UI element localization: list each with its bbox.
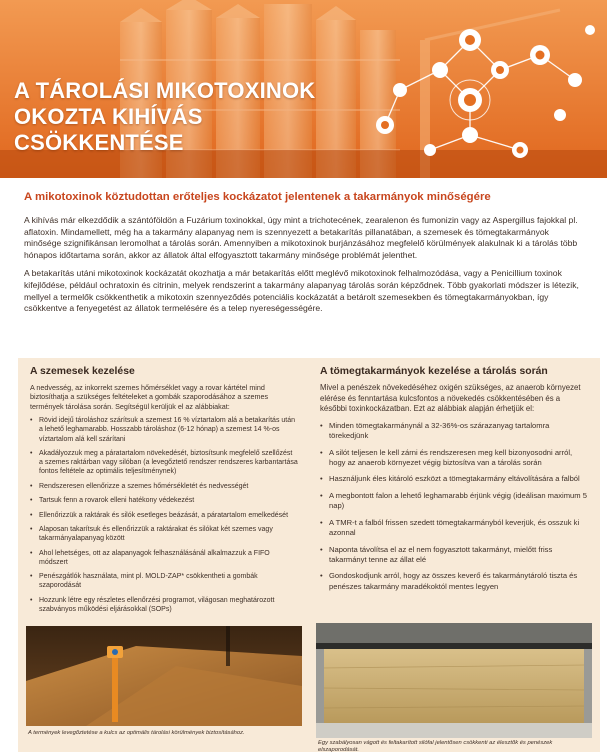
grain-pile-illustration	[26, 626, 302, 726]
grain-handling-intro: A nedvesség, az inkorrekt szemes hőmérséklet vagy a rovar kártétel mind biztosíthatja a szükséges feltételeket a gombák szaporodásához a szemes termények tárolása során. Segítségül kerüljük el az alábbiakat:	[30, 383, 269, 411]
silage-photo-caption: Egy szabályosan vágott és feltakarított silófal jelentősen csökkenti az élesztők és penészek elszaporodását.	[318, 740, 553, 754]
grain-handling-panel	[18, 358, 310, 752]
forage-handling-list	[320, 421, 588, 592]
bullet-icon: •	[30, 497, 33, 505]
list-item: • Tartsuk fenn a rovarok elleni hatékony védekezést	[30, 497, 195, 505]
list-item: • Hozzunk létre egy részletes ellenőrzési programot, világosan meghatározott szabványos működési eljárásokkal (SOPs)	[30, 596, 275, 613]
grain-photo-caption: A termények levegőztetése a kulcs az optimális tárolási körülmények biztosításához.	[28, 730, 245, 736]
forage-handling-intro: Mivel a penészek növekedéséhez oxigén szükséges, az anaerob környezet elérése és fenntartása kulcsfontos a növekedés csökkentésében és a későbbi toxinkockázatban. Ezt az alábbiak alapján érhetjük el:	[320, 383, 581, 414]
intro-paragraph-1: A kihívás már elkezdődik a szántóföldön a Fuzárium toxinokkal, úgy mint a trichotecének, zearalenon és fumonizin vagy az Aspergillus fajokkal pl. aflatoxin. Mindamellett, még ha a takarmány alapanyag nem is szennyezett a betakarítás pillanatában, a szemesek és tömegtakarmányok minősége szignifikánsan leromolhat a tárolás során. Amennyiben a mikotoxinok burjánzásához megfelelő körülmények alakulnak ki a tárolás több hónapos időtartama során, akkor az állatok által elfogyasztott takarmány minősége problémát jelenthet.	[24, 215, 578, 260]
list-item: • Naponta távolítsa el az el nem fogyasztott takarmányt, mielőtt friss takarmányt tenne az állat elé	[320, 544, 553, 564]
list-item: • Gondoskodjunk arról, hogy az összes keverő és takarmánytároló tiszta és penészes takarmány maradékoktól mentes legyen	[320, 571, 578, 591]
list-item: • Minden tömegtakarmánynál a 32-36%-os szárazanyag tartalomra törekedjünk	[320, 420, 550, 440]
list-item: • Akadályozzuk meg a páratartalom növekedését, biztosítsunk megfelelő szellőzést a szemes raktárban vagy silóban (a levegőztető rendszer rendszeres karbantartása fontos feltétele az optimális teljesítménynek)	[30, 450, 298, 476]
silage-wall-illustration	[316, 623, 592, 738]
page-title	[14, 78, 354, 156]
bullet-icon: •	[30, 482, 33, 490]
bullet-icon: •	[320, 474, 323, 484]
list-item: • Penészgátlók használata, mint pl. MOLD-ZAP* csökkentheti a gombák szaporodását	[30, 573, 258, 590]
bullet-icon: •	[30, 525, 33, 533]
section-subtitle: A mikotoxinok köztudottan erőteljes kockázatot jelentenek a takarmányok minőségére	[24, 191, 491, 203]
list-item: • Ellenőrizzük a raktárak és silók esetleges beázását, a páratartalom emelkedését	[30, 511, 289, 519]
list-item: • Ahol lehetséges, ott az alapanyagok felhasználásánál alkalmazzuk a FIFO módszert	[30, 549, 270, 566]
grain-aeration-photo	[26, 626, 302, 726]
title-line-2: OKOZTA KIHÍVÁS CSÖKKENTÉSE	[14, 104, 203, 155]
list-item: • A megbontott falon a lehető leghamarabb érjünk végig (ideálisan maximum 5 nap)	[320, 490, 587, 511]
forage-handling-heading: A tömegtakarmányok kezelése a tárolás során	[320, 366, 548, 377]
list-item: • Rendszeresen ellenőrizze a szemes hőmérsékletét és nedvességét	[30, 482, 249, 490]
bullet-icon: •	[320, 447, 323, 457]
bullet-icon: •	[30, 511, 33, 519]
bullet-icon: •	[320, 571, 323, 581]
grain-handling-list	[30, 416, 298, 614]
list-item: • A silót teljesen le kell zárni és rendszeresen meg kell bizonyosodni arról, hogy az anaerob környezet végig biztosítva van a tárolás során	[320, 447, 573, 467]
bullet-icon: •	[30, 596, 33, 604]
bullet-icon: •	[320, 420, 323, 430]
intro-section	[24, 190, 584, 322]
hero-banner	[0, 0, 607, 178]
silage-wall-photo	[316, 623, 592, 738]
bullet-icon: •	[320, 490, 323, 500]
bullet-icon: •	[320, 544, 323, 554]
bullet-icon: •	[30, 450, 33, 458]
intro-paragraph-2: A betakarítás utáni mikotoxinok kockázatát okozhatja a már betakarítás előtt meglévő mikotoxinok felhalmozódása, vagy a Penicillium toxinok kifejlődése, például ochratoxin és citrinin, melyek rendszerint a takarmány alapanyag tárolás során képződnek. Több gyakorlati módszer is létezik, mellyel a termelők csökkenthetik a mikotoxin szennyeződés potenciális kockázatát a betárolt szemesekben és tömegtakarmányokban, így csökkentve a fenyegetést az állatok termelésére és a telep nyereségességére.	[24, 268, 579, 314]
title-line-1: A TÁROLÁSI MIKOTOXINOK	[14, 78, 316, 103]
forage-handling-panel	[308, 358, 600, 752]
list-item: • A TMR-t a falból frissen szedett tömegtakarmányból keverjük, és osszuk ki azonnal	[320, 517, 580, 537]
bullet-icon: •	[30, 417, 33, 425]
bullet-icon: •	[30, 573, 33, 581]
bullet-icon: •	[30, 549, 33, 557]
grain-handling-heading: A szemesek kezelése	[30, 366, 135, 377]
list-item: • Használjunk éles kitároló eszközt a tömegtakarmány eltávolítására a falból	[320, 474, 580, 484]
bullet-icon: •	[320, 517, 323, 527]
list-item: • Alaposan takarítsuk és ellenőrizzük a raktárakat és silókat két szemes vagy takarmányalapanyag között	[30, 525, 273, 543]
list-item: • Rövid idejű tároláshoz szárítsuk a szemest 16 % víztartalom alá a betakarítás után a lehető leghamarabb. Hosszabb tároláshoz (6-12 hónap) a szemest 14 %-os víztartalom alá kell szárítani	[30, 417, 296, 443]
